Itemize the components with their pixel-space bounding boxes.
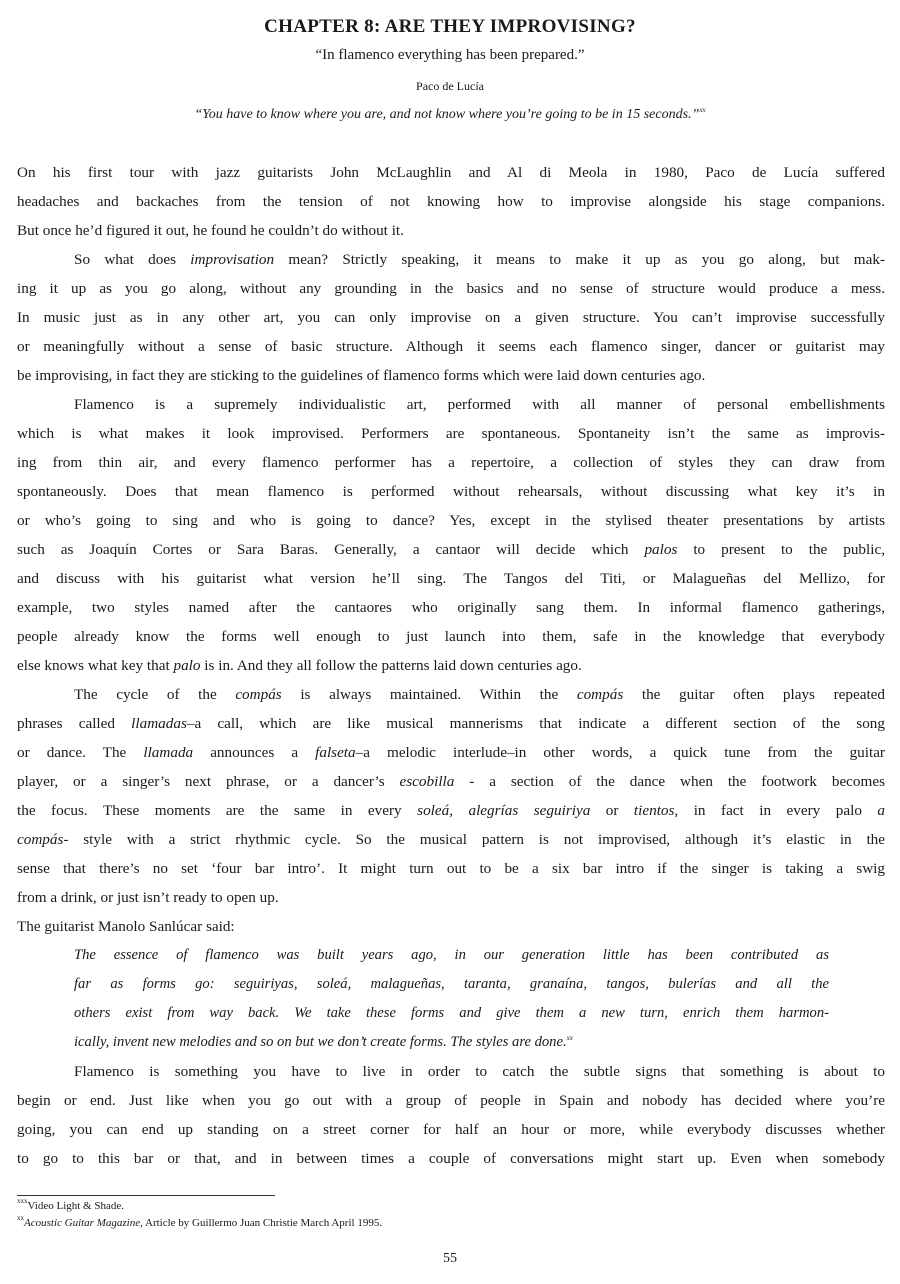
- text-run: mean? Strictly speaking, it means to make it up as you go along, but mak-: [274, 251, 885, 268]
- text-line: [17, 738, 885, 767]
- quote-line: others exist from way back. We take these forms and give them a new turn, enrich them harmon-: [74, 1005, 829, 1021]
- text-line: Flamenco is something you have to live in order to catch the subtle signs that something is about to: [74, 1063, 885, 1080]
- text-run: is in. And they all follow the patterns laid down centuries ago.: [200, 657, 582, 674]
- text-line: and discuss with his guitarist what version he’ll sing. The Tangos del Titi, or Malagueñas del Mellizo, for: [17, 570, 885, 587]
- footnote: [17, 1215, 382, 1232]
- text-run: –a call, which are like musical mannerisms that indicate a different section of the song: [186, 715, 885, 732]
- quote-line: The essence of flamenco was built years ago, in our generation little has been contributed as: [74, 947, 829, 963]
- text-line: which is what makes it look improvised. Performers are spontaneous. Spontaneity isn’t the same as improvis-: [17, 425, 885, 442]
- text-run: player, or a singer’s next phrase, or a dancer’s: [17, 773, 400, 790]
- emphasis: llamada: [143, 744, 194, 761]
- emphasis: a: [877, 802, 885, 819]
- emphasis: llamadas: [131, 715, 187, 732]
- text-line: Flamenco is a supremely individualistic art, performed with all manner of personal embellishments: [74, 396, 885, 413]
- text-run: to present to the public,: [677, 541, 886, 558]
- paragraph: [17, 1057, 885, 1173]
- text-line: [17, 796, 885, 825]
- footnote-ref: xx: [699, 106, 706, 114]
- text-line: begin or end. Just like when you go out with a group of people in Spain and nobody has decided where you’re: [17, 1092, 885, 1109]
- text-line: be improvising, in fact they are sticking to the guidelines of flamenco forms which were laid down centuries ago.: [17, 367, 706, 384]
- emphasis: improvisation: [190, 251, 275, 268]
- quote-line: far as forms go: seguiriyas, soleá, malagueñas, taranta, granaína, tangos, bulerías and all the: [74, 976, 829, 992]
- chapter-body: [17, 158, 885, 1173]
- text-line: [17, 245, 885, 274]
- text-line: example, two styles named after the cantaores who originally sang them. In informal flamenco gatherings,: [17, 599, 885, 616]
- text-run: - style with a strict rhythmic cycle. So the musical pattern is not improvised, although it’s elastic in the: [63, 831, 885, 848]
- emphasis: palo: [173, 657, 201, 674]
- text-line: In music just as in any other art, you can only improvise on a given structure. You can’t improvise successfully: [17, 309, 885, 326]
- text-line: or meaningfully without a sense of basic structure. Although it seems each flamenco singer, dancer or guitarist may: [17, 338, 885, 355]
- paragraph: [17, 680, 885, 912]
- text-line: spontaneously. Does that mean flamenco is performed without rehearsals, without discussing what key it’s in: [17, 483, 885, 500]
- text-line: from a drink, or just isn’t ready to open up.: [17, 889, 279, 906]
- chapter-title: CHAPTER 8: ARE THEY IMPROVISING?: [264, 16, 636, 37]
- text-run: The cycle of the: [74, 686, 236, 703]
- page-number: 55: [443, 1251, 457, 1266]
- text-run: ically, invent new melodies and so on but we don’t create forms. The styles are done.: [74, 1034, 567, 1050]
- text-run: such as Joaquín Cortes or Sara Baras. Generally, a cantaor will decide which: [17, 541, 645, 558]
- text-run: , in fact in every palo: [674, 802, 878, 819]
- quote-line: [74, 1028, 829, 1057]
- emphasis: tientos: [633, 802, 675, 819]
- text-line: But once he’d figured it out, he found he couldn’t do without it.: [17, 222, 404, 239]
- text-line: [17, 651, 885, 680]
- text-run: –a melodic interlude–in other words, a quick tune from the guitar: [355, 744, 885, 761]
- text-line: The guitarist Manolo Sanlúcar said:: [17, 918, 235, 935]
- epigraph-2-text: “You have to know where you are, and not know where you’re going to be in 15 seconds.”: [194, 107, 700, 122]
- text-run: announces a: [193, 744, 316, 761]
- text-run: or dance. The: [17, 744, 144, 761]
- footnote-number: xxx: [17, 1197, 28, 1205]
- text-run: So what does: [74, 251, 191, 268]
- text-line: headaches and backaches from the tension of not knowing how to improvise alongside his stage companions.: [17, 193, 885, 210]
- epigraph-quote-2: [0, 107, 900, 123]
- epigraph-quote: “In flamenco everything has been prepared.”: [315, 47, 585, 63]
- text-run: is always maintained. Within the: [281, 686, 577, 703]
- text-run: or: [590, 802, 634, 819]
- footnote: [17, 1198, 382, 1215]
- text-run: phrases called: [17, 715, 132, 732]
- text-line: ing from thin air, and every flamenco performer has a repertoire, a collection of styles they can draw from: [17, 454, 885, 471]
- text-line: people already know the forms well enough to just launch into them, safe in the knowledge that everybody: [17, 628, 885, 645]
- text-run: else knows what key that: [17, 657, 174, 674]
- text-line: [17, 709, 885, 738]
- paragraph: [17, 912, 885, 941]
- text-line: going, you can end up standing on a street corner for half an hour or more, while everybody discusses whether: [17, 1121, 885, 1138]
- text-run: - a section of the dance when the footwork becomes: [454, 773, 885, 790]
- emphasis: escobilla: [399, 773, 455, 790]
- text-line: or who’s going to sing and who is going to dance? Yes, except in the stylised theater presentations by artists: [17, 512, 885, 529]
- paragraph: [17, 390, 885, 680]
- emphasis: compás: [235, 686, 282, 703]
- emphasis: palos: [644, 541, 678, 558]
- footnotes: [17, 1198, 382, 1232]
- footnote-text: Video Light & Shade.: [27, 1200, 124, 1212]
- text-line: [17, 535, 885, 564]
- emphasis: soleá, alegrías seguiriya: [417, 802, 591, 819]
- text-line: On his first tour with jazz guitarists John McLaughlin and Al di Meola in 1980, Paco de Lucía suffered: [17, 164, 885, 181]
- text-run: the guitar often plays repeated: [623, 686, 885, 703]
- text-line: to go to this bar or that, and in between times a couple of conversations might start up. Even when somebody: [17, 1150, 885, 1167]
- epigraph-author: Paco de Lucía: [416, 79, 484, 93]
- text-run: the focus. These moments are the same in every: [17, 802, 418, 819]
- footnote-text: , Article by Guillermo Juan Christie March April 1995.: [140, 1217, 383, 1229]
- text-line: ing it up as you go along, without any grounding in the basics and no sense of structure would produce a mess.: [17, 280, 885, 297]
- text-line: [17, 767, 885, 796]
- footnote-number: xx: [17, 1214, 24, 1222]
- emphasis: falseta: [315, 744, 356, 761]
- block-quote: [74, 941, 885, 1057]
- text-line: sense that there’s no set ‘four bar intro’. It might turn out to be a six bar intro if the singer is taking a swig: [17, 860, 885, 877]
- footnote-divider: [17, 1195, 275, 1196]
- paragraph: [17, 158, 885, 245]
- footnote-ref: xx: [566, 1034, 573, 1042]
- text-line: [17, 825, 885, 854]
- paragraph: [17, 245, 885, 390]
- footnote-source-title: Acoustic Guitar Magazine: [24, 1217, 141, 1229]
- emphasis: compás: [17, 831, 64, 848]
- text-line: [17, 680, 885, 709]
- emphasis: compás: [576, 686, 624, 703]
